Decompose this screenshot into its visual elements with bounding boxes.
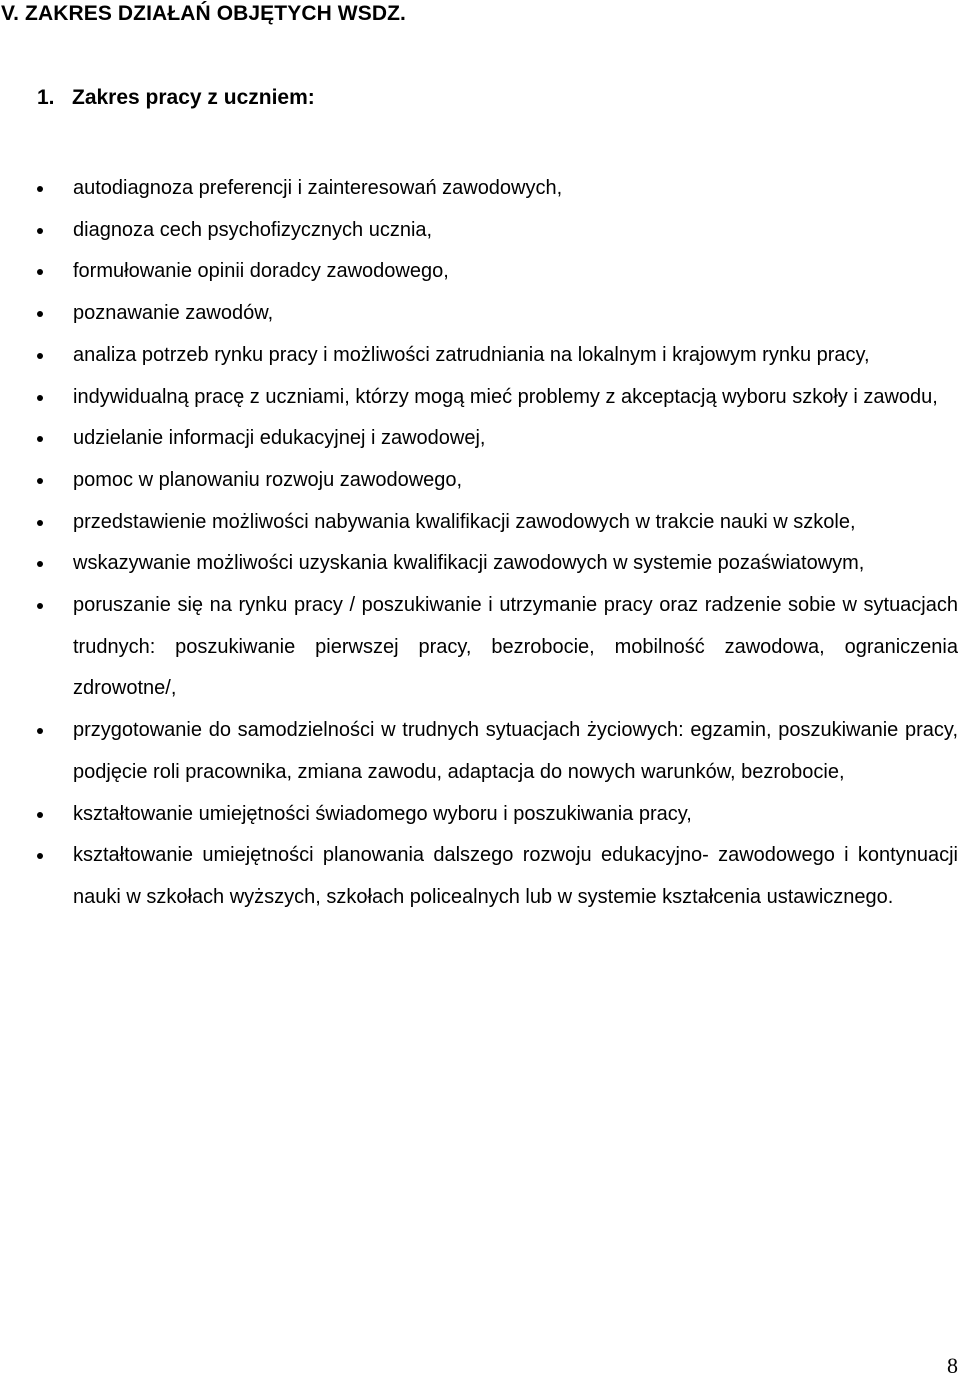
list-item [0,835,958,918]
list-item [0,210,958,252]
list-item-text: poruszanie się na rynku pracy / poszukiwanie i utrzymanie pracy oraz radzenie sobie w sytuacjach trudnych: poszukiwanie pierwszej pracy, bezrobocie, mobilność zawodowa, ograniczenia zdrowotne/, [73,594,958,700]
list-item [0,168,958,210]
bullet-icon [37,311,43,317]
list-item-text: przygotowanie do samodzielności w trudnych sytuacjach życiowych: egzamin, poszukiwanie pracy, podjęcie roli pracownika, zmiana zawodu, adaptacja do nowych warunków, bezrobocie, [73,719,958,783]
list-item-text: kształtowanie umiejętności świadomego wyboru i poszukiwania pracy, [73,802,692,825]
subsection-heading [37,86,315,110]
subsection-title: Zakres pracy z uczniem: [72,86,315,109]
list-item [0,293,958,335]
list-item-text: kształtowanie umiejętności planowania dalszego rozwoju edukacyjno- zawodowego i kontynuacji nauki w szkołach wyższych, szkołach policealnych lub w systemie kształcenia ustawicznego. [73,844,958,908]
list-item [0,335,958,377]
list-item-text: pomoc w planowaniu rozwoju zawodowego, [73,468,463,491]
bullet-icon [37,520,43,526]
list-item [0,251,958,293]
list-item-text: poznawanie zawodów, [73,302,274,325]
bullet-list [0,168,960,919]
bullet-icon [37,728,43,734]
list-item-text: przedstawienie możliwości nabywania kwalifikacji zawodowych w trakcie nauki w szkole, [73,510,856,533]
list-item [0,460,958,502]
list-item-text: wskazywanie możliwości uzyskania kwalifikacji zawodowych w systemie pozaświatowym, [73,552,865,575]
list-item-text: autodiagnoza preferencji i zainteresowań zawodowych, [73,177,563,199]
bullet-icon [37,436,43,442]
list-item [0,543,958,585]
bullet-icon [37,269,43,275]
list-item-text: analiza potrzeb rynku pracy i możliwości zatrudniania na lokalnym i krajowym rynku pracy, [73,343,870,366]
list-item-text: udzielanie informacji edukacyjnej i zawodowej, [73,427,486,450]
list-item [0,710,958,793]
section-heading: V. ZAKRES DZIAŁAŃ OBJĘTYCH WSDZ. [1,2,406,25]
bullet-icon [37,561,43,567]
subsection-number: 1. [37,86,55,109]
bullet-icon [37,812,43,818]
bullet-icon [37,353,43,359]
list-item-text: indywidualną pracę z uczniami, którzy mogą mieć problemy z akceptacją wyboru szkoły i zawodu, [73,385,938,408]
list-item [0,585,958,710]
list-item [0,418,958,460]
bullet-icon [37,228,43,234]
list-item [0,502,958,544]
page-number: 8 [947,1353,958,1378]
bullet-icon [37,395,43,401]
bullet-icon [37,478,43,484]
bullet-icon [37,186,43,192]
list-item-text: formułowanie opinii doradcy zawodowego, [73,260,449,283]
list-item-text: diagnoza cech psychofizycznych ucznia, [73,218,433,241]
list-item [0,794,958,836]
bullet-icon [37,603,43,609]
bullet-icon [37,853,43,859]
list-item [0,377,958,419]
